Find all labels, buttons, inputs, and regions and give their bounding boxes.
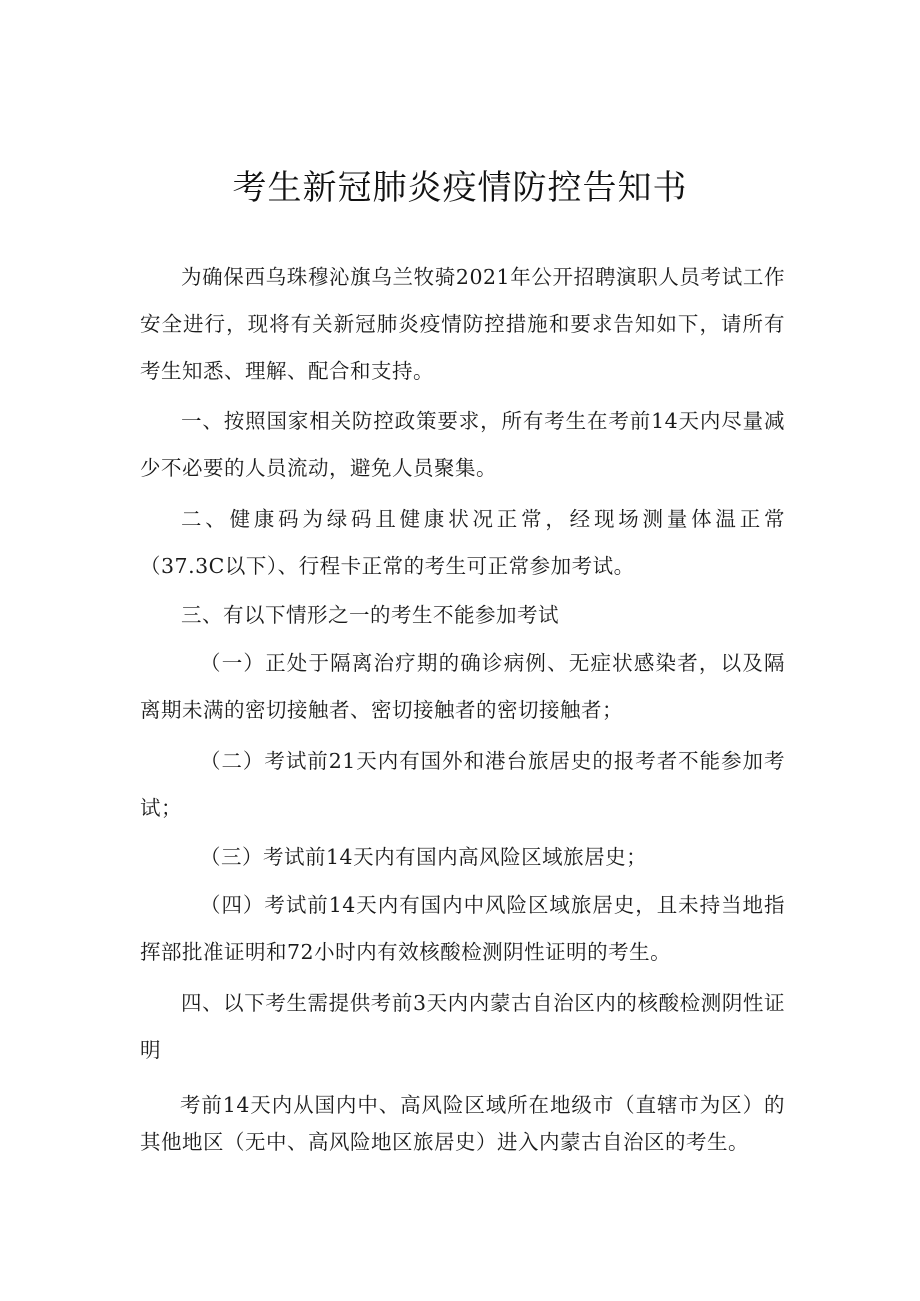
- document-title: 考生新冠肺炎疫情防控告知书: [232, 168, 688, 208]
- paragraph-item-1: 一、按照国家相关防控政策要求，所有考生在考前14天内尽量减少不必要的人员流动，避免人员聚集。: [140, 409, 785, 480]
- paragraph-item-2: 二、健康码为绿码且健康状况正常，经现场测量体温正常（37.3C以下）、行程卡正常的考生可正常参加考试。: [140, 507, 785, 578]
- paragraph-intro: 为确保西乌珠穆沁旗乌兰牧骑2021年公开招聘演职人员考试工作安全进行，现将有关新冠肺炎疫情防控措施和要求告知如下，请所有考生知悉、理解、配合和支持。: [140, 265, 785, 383]
- paragraph-item-4: 四、以下考生需提供考前3天内内蒙古自治区内的核酸检测阴性证明: [140, 991, 785, 1062]
- paragraph-subitem-1: （一）正处于隔离治疗期的确诊病例、无症状感染者，以及隔离期未满的密切接触者、密切接触者的密切接触者；: [140, 651, 785, 722]
- paragraph-subitem-3: （三）考试前14天内有国内高风险区域旅居史；: [200, 845, 648, 869]
- paragraph-subitem-2: （二）考试前21天内有国外和港台旅居史的报考者不能参加考试；: [140, 749, 785, 820]
- paragraph-item-4-detail: 考前14天内从国内中、高风险区域所在地级市（直辖市为区）的其他地区（无中、高风险地区旅居史）进入内蒙古自治区的考生。: [140, 1093, 785, 1154]
- paragraph-subitem-4: （四）考试前14天内有国内中风险区域旅居史，且未持当地指挥部批准证明和72小时内有效核酸检测阴性证明的考生。: [140, 893, 785, 964]
- paragraph-item-3: 三、有以下情形之一的考生不能参加考试: [181, 603, 559, 627]
